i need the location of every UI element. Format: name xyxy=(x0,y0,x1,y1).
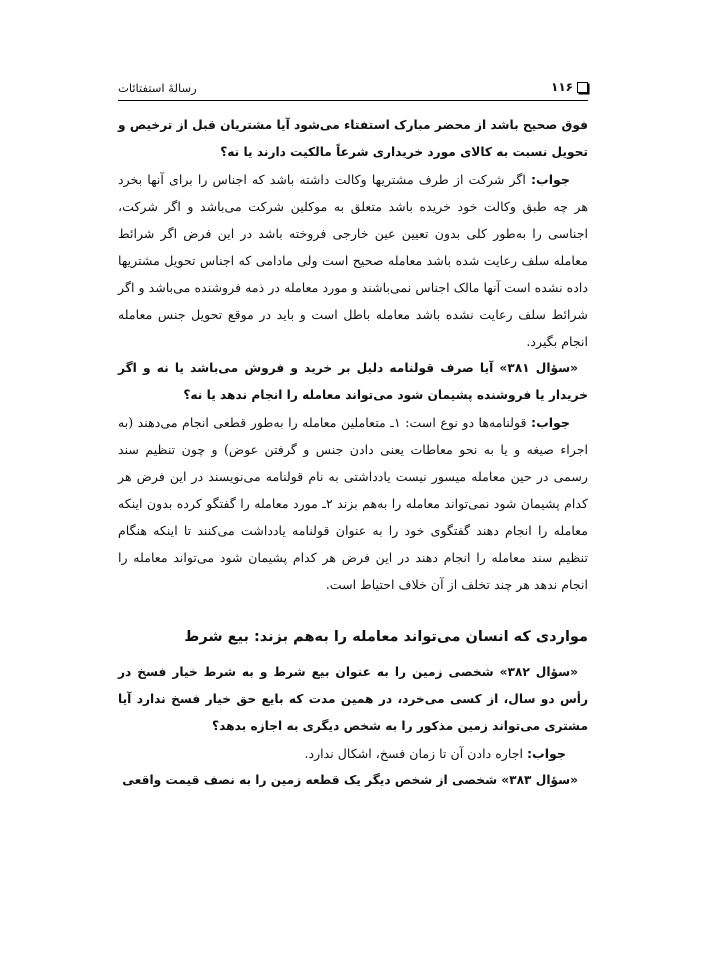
question-382: «سؤال ۳۸۲» شخصی زمین را به عنوان بیع شرط و به شرط خیار فسخ در رأس دو سال، از کسی می‌خرد، در همین مدت که بایع حق خیار فسخ ندارد آیا مشتری می‌تواند زمین مذکور را به شخص دیگری به اجازه بدهد؟ xyxy=(118,665,588,733)
section-heading: مواردی که انسان می‌تواند معامله را به‌هم بزند: بیع شرط xyxy=(184,629,588,645)
square-bullet-icon xyxy=(577,82,588,93)
answer-text: قولنامه‌ها دو نوع است: ۱ـ متعاملین معامله را به‌طور قطعی انجام می‌دهند (به اجراء صیغه و یا به نحو معاطات یعنی دادن جنس و گرفتن عوض) و چون تنظیم سند رسمی در حین معامله میسور نیست یادداشتی به نام قولنامه می‌نویسند در این فرض هر کدام پشیمان شود نمی‌تواند معامله را به‌هم بزند ۲ـ مورد معامله را گفتگو کرده بدون اینکه معامله را انجام دهند گفتگوی خود را به عنوان قولنامه یادداشت می‌کنند تا اینکه هنگام تنظیم سند معامله را انجام دهند در این فرض هر کدام پشیمان شود می‌تواند معامله را انجام ندهد هر چند تخلف از آن خلاف احتیاط است. xyxy=(118,415,589,592)
answer-text: اجاره دادن آن تا زمان فسخ، اشکال ندارد. xyxy=(304,746,528,761)
answer-label: جواب: xyxy=(531,172,570,187)
answer-text: اگر شرکت از طرف مشتریها وکالت داشته باشد که اجناس را برای آنها بخرد هر چه طبق وکالت خود خریده باشد متعلق به موکلین شرکت می‌باشد و اگر شرکت، اجناسی را به‌طور کلی بدون تعیین عین خارجی فروخته باشد در این فرض اگر شرائط معامله سلف رعایت شده باشد معامله صحیح است ولی مادامی که اجناس تحویل مشتریها داده نشده است آنها مالک اجناس نمی‌باشند و مورد معامله در ذمه فروشنده می‌باشد و اگر شرائط سلف رعایت نشده باشد معامله باطل است و باید در موقع تحویل جنس معامله انجام بگیرد. xyxy=(118,172,588,349)
answer-paragraph xyxy=(118,166,588,355)
page-number-block xyxy=(551,80,588,94)
answer-paragraph xyxy=(118,409,588,598)
question-383: «سؤال ۳۸۳» شخصی از شخص دیگر یک قطعه زمین را به نصف قیمت واقعی xyxy=(122,773,578,787)
page-body xyxy=(118,112,588,794)
answer-label: جواب: xyxy=(527,746,566,761)
question-381: «سؤال ۳۸۱» آیا صرف قولنامه دلیل بر خرید و فروش می‌باشد یا نه و اگر خریدار یا فروشنده پشیمان شود می‌تواند معامله را انجام ندهد یا نه؟ xyxy=(118,361,588,402)
page-number: ۱۱۶ xyxy=(551,80,573,94)
question-continued: فوق صحیح باشد از محضر مبارک استفتاء می‌شود آیا مشتریان قبل از ترخیص و تحویل نسبت به کالای مورد خریداری شرعاً مالکیت دارند یا نه؟ xyxy=(118,118,588,159)
page-header xyxy=(118,78,588,101)
answer-paragraph xyxy=(118,740,588,767)
answer-label: جواب: xyxy=(531,415,571,430)
running-title: رسالۀ استفتائات xyxy=(118,81,197,95)
